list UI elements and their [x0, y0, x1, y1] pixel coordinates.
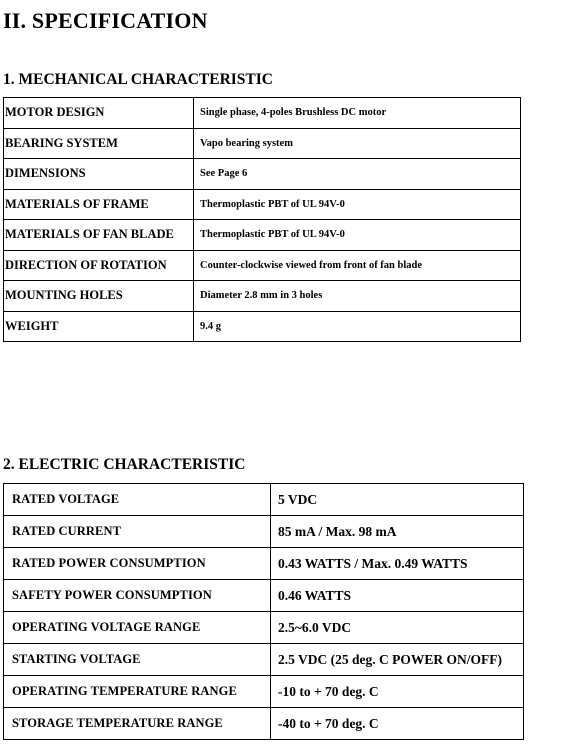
- spec-value: 2.5 VDC (25 deg. C POWER ON/OFF): [271, 644, 524, 676]
- spec-label: MATERIALS OF FAN BLADE: [4, 220, 194, 251]
- spec-value: 0.43 WATTS / Max. 0.49 WATTS: [271, 548, 524, 580]
- table-row: [4, 516, 524, 548]
- spec-value: 2.5~6.0 VDC: [271, 612, 524, 644]
- table-row: [4, 250, 521, 281]
- spec-label: WEIGHT: [4, 311, 194, 342]
- spec-label: RATED CURRENT: [4, 516, 271, 548]
- table-row: [4, 128, 521, 159]
- table-row: [4, 676, 524, 708]
- spec-label: MATERIALS OF FRAME: [4, 189, 194, 220]
- spec-label: SAFETY POWER CONSUMPTION: [4, 580, 271, 612]
- table-row: [4, 98, 521, 129]
- spec-value: Thermoplastic PBT of UL 94V-0: [194, 189, 521, 220]
- table-row: [4, 484, 524, 516]
- spec-value: Single phase, 4-poles Brushless DC motor: [194, 98, 521, 129]
- table-row: [4, 220, 521, 251]
- table-row: [4, 548, 524, 580]
- spec-value: -40 to + 70 deg. C: [271, 708, 524, 740]
- table-row: [4, 281, 521, 312]
- spec-label: MOUNTING HOLES: [4, 281, 194, 312]
- table-row: [4, 159, 521, 190]
- spec-value: 9.4 g: [194, 311, 521, 342]
- table-row: [4, 311, 521, 342]
- spec-label: DIMENSIONS: [4, 159, 194, 190]
- spec-value: See Page 6: [194, 159, 521, 190]
- electric-spec-table: [3, 483, 524, 740]
- spec-value: Thermoplastic PBT of UL 94V-0: [194, 220, 521, 251]
- spec-value: Diameter 2.8 mm in 3 holes: [194, 281, 521, 312]
- mechanical-spec-table: [3, 97, 521, 342]
- spec-value: -10 to + 70 deg. C: [271, 676, 524, 708]
- mechanical-section-heading: 1. MECHANICAL CHARACTERISTIC: [3, 71, 273, 88]
- table-row: [4, 580, 524, 612]
- electric-section-heading: 2. ELECTRIC CHARACTERISTIC: [3, 456, 246, 473]
- spec-label: STORAGE TEMPERATURE RANGE: [4, 708, 271, 740]
- spec-value: 85 mA / Max. 98 mA: [271, 516, 524, 548]
- table-row: [4, 612, 524, 644]
- page-title: II. SPECIFICATION: [3, 8, 208, 33]
- spec-label: DIRECTION OF ROTATION: [4, 250, 194, 281]
- spec-label: OPERATING TEMPERATURE RANGE: [4, 676, 271, 708]
- table-row: [4, 644, 524, 676]
- table-row: [4, 189, 521, 220]
- spec-label: RATED POWER CONSUMPTION: [4, 548, 271, 580]
- spec-label: OPERATING VOLTAGE RANGE: [4, 612, 271, 644]
- table-row: [4, 708, 524, 740]
- spec-label: STARTING VOLTAGE: [4, 644, 271, 676]
- spec-value: Vapo bearing system: [194, 128, 521, 159]
- spec-label: MOTOR DESIGN: [4, 98, 194, 129]
- spec-value: 5 VDC: [271, 484, 524, 516]
- spec-label: RATED VOLTAGE: [4, 484, 271, 516]
- spec-value: 0.46 WATTS: [271, 580, 524, 612]
- spec-value: Counter-clockwise viewed from front of fan blade: [194, 250, 521, 281]
- spec-label: BEARING SYSTEM: [4, 128, 194, 159]
